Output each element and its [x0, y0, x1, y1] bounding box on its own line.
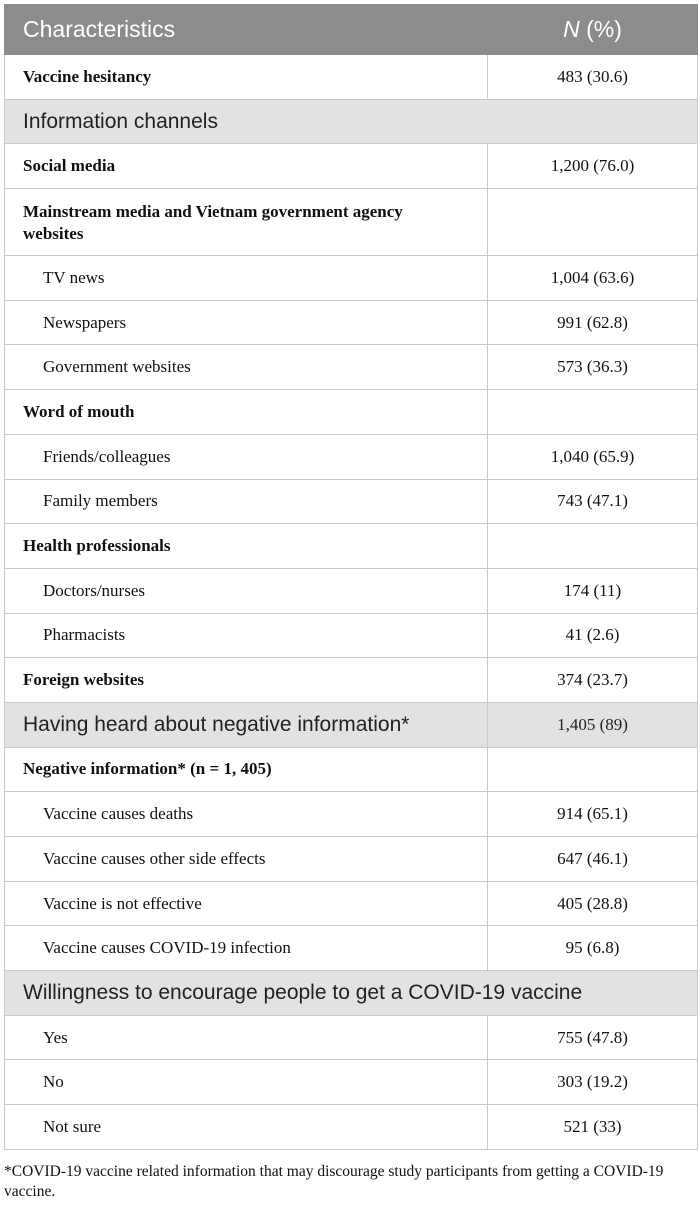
- table-row: [5, 256, 698, 301]
- row-label: Word of mouth: [5, 390, 488, 435]
- row-label: No: [5, 1060, 488, 1105]
- table-row: [5, 881, 698, 926]
- row-value: 743 (47.1): [488, 479, 698, 524]
- row-label: Vaccine is not effective: [5, 881, 488, 926]
- row-value: 1,040 (65.9): [488, 434, 698, 479]
- section-row: [5, 99, 698, 144]
- table-row: [5, 1015, 698, 1060]
- row-value: [488, 747, 698, 792]
- row-value: 41 (2.6): [488, 613, 698, 658]
- row-value: 303 (19.2): [488, 1060, 698, 1105]
- table-row: [5, 1105, 698, 1150]
- row-value: 483 (30.6): [488, 55, 698, 100]
- table-header: [5, 5, 698, 55]
- header-n: N: [563, 16, 580, 42]
- table-row: [5, 747, 698, 792]
- row-value: 991 (62.8): [488, 300, 698, 345]
- section-label: Willingness to encourage people to get a COVID-19 vaccine: [5, 971, 698, 1016]
- row-value: 755 (47.8): [488, 1015, 698, 1060]
- section-row: [5, 702, 698, 747]
- characteristics-table: [4, 4, 698, 1150]
- row-value: 647 (46.1): [488, 837, 698, 882]
- row-label: Not sure: [5, 1105, 488, 1150]
- row-value: [488, 390, 698, 435]
- row-label: Health professionals: [5, 524, 488, 569]
- section-label: Information channels: [5, 99, 698, 144]
- table-row: [5, 658, 698, 703]
- row-label: Doctors/nurses: [5, 568, 488, 613]
- row-label: Having heard about negative information*: [5, 702, 488, 747]
- table-row: [5, 189, 698, 256]
- row-label: Friends/colleagues: [5, 434, 488, 479]
- row-label: Vaccine causes other side effects: [5, 837, 488, 882]
- table-row: [5, 792, 698, 837]
- row-label: Yes: [5, 1015, 488, 1060]
- row-label: Vaccine causes deaths: [5, 792, 488, 837]
- header-characteristics: Characteristics: [5, 5, 488, 55]
- row-label: Government websites: [5, 345, 488, 390]
- row-value: 1,405 (89): [488, 702, 698, 747]
- table-row: [5, 300, 698, 345]
- table-row: [5, 144, 698, 189]
- row-label: Vaccine causes COVID-19 infection: [5, 926, 488, 971]
- table-row: [5, 345, 698, 390]
- row-value: 95 (6.8): [488, 926, 698, 971]
- table-row: [5, 434, 698, 479]
- row-label: TV news: [5, 256, 488, 301]
- row-value: 1,200 (76.0): [488, 144, 698, 189]
- table-row: [5, 568, 698, 613]
- table-row: [5, 613, 698, 658]
- row-value: 521 (33): [488, 1105, 698, 1150]
- row-value: 914 (65.1): [488, 792, 698, 837]
- table-row: [5, 55, 698, 100]
- row-value: 1,004 (63.6): [488, 256, 698, 301]
- row-value: 374 (23.7): [488, 658, 698, 703]
- table-row: [5, 524, 698, 569]
- row-label: Vaccine hesitancy: [5, 55, 488, 100]
- table-row: [5, 926, 698, 971]
- row-label: Foreign websites: [5, 658, 488, 703]
- table-row: [5, 390, 698, 435]
- table-row: [5, 479, 698, 524]
- row-value: 174 (11): [488, 568, 698, 613]
- row-label: Family members: [5, 479, 488, 524]
- row-label: Mainstream media and Vietnam government agency websites: [5, 189, 488, 256]
- row-label: Pharmacists: [5, 613, 488, 658]
- row-label: Social media: [5, 144, 488, 189]
- header-n-percent: [488, 5, 698, 55]
- row-value: [488, 189, 698, 256]
- header-pct: (%): [579, 16, 622, 42]
- row-value: 405 (28.8): [488, 881, 698, 926]
- row-value: 573 (36.3): [488, 345, 698, 390]
- table-row: [5, 837, 698, 882]
- row-label: Newspapers: [5, 300, 488, 345]
- row-value: [488, 524, 698, 569]
- section-row: [5, 971, 698, 1016]
- table-footnote: *COVID-19 vaccine related information that may discourage study participants from getting a COVID-19 vaccine.: [4, 1163, 664, 1200]
- row-label: Negative information* (n = 1, 405): [5, 747, 488, 792]
- table-row: [5, 1060, 698, 1105]
